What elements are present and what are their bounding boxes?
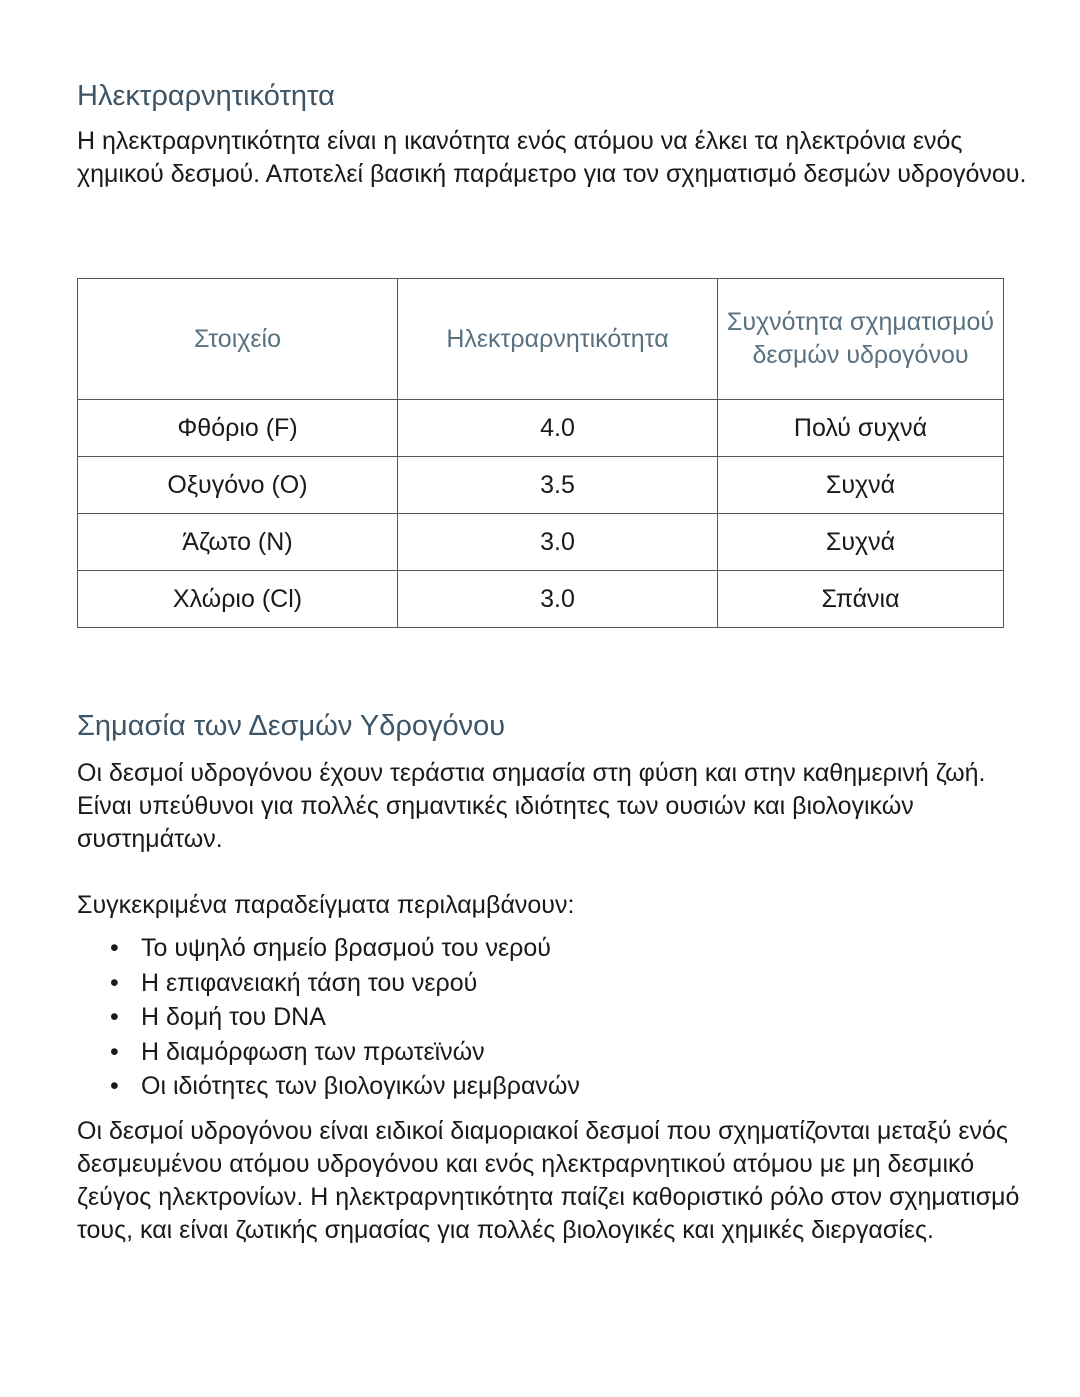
cell-electronegativity: 4.0 bbox=[398, 400, 718, 457]
list-item bbox=[110, 1035, 580, 1070]
table-row bbox=[78, 400, 1004, 457]
table-row bbox=[78, 457, 1004, 514]
cell-electronegativity: 3.0 bbox=[398, 514, 718, 571]
cell-element: Χλώριο (Cl) bbox=[78, 571, 398, 628]
list-item-text: Το υψηλό σημείο βρασμού του νερού bbox=[141, 934, 551, 962]
list-item bbox=[110, 1000, 580, 1035]
section-title-hydrogen-bonds: Σημασία των Δεσμών Υδρογόνου bbox=[77, 710, 506, 742]
importance-paragraph: Οι δεσμοί υδρογόνου έχουν τεράστια σημασία στη φύση και στην καθημερινή ζωή. Είναι υπεύθυνοι για πολλές σημαντικές ιδιότητες των ουσιών και βιολογικών συστημάτων. bbox=[77, 759, 986, 853]
bullet-icon: • bbox=[110, 1072, 119, 1100]
bullet-icon: • bbox=[110, 968, 119, 997]
header-frequency: Συχνότητα σχηματισμού δεσμών υδρογόνου bbox=[718, 279, 1004, 400]
list-item bbox=[110, 1069, 580, 1104]
cell-electronegativity: 3.0 bbox=[398, 571, 718, 628]
header-element: Στοιχείο bbox=[78, 279, 398, 400]
bullet-icon: • bbox=[110, 934, 119, 962]
table-row bbox=[78, 571, 1004, 628]
examples-intro: Συγκεκριμένα παραδείγματα περιλαμβάνουν: bbox=[77, 891, 575, 919]
cell-element: Οξυγόνο (O) bbox=[78, 457, 398, 514]
electronegativity-table bbox=[77, 278, 1004, 628]
cell-frequency: Συχνά bbox=[718, 457, 1004, 514]
list-item-text: Η δομή του DNA bbox=[141, 1003, 326, 1031]
section-title-electronegativity: Ηλεκτραρνητικότητα bbox=[77, 80, 335, 112]
cell-frequency: Πολύ συχνά bbox=[718, 400, 1004, 457]
bullet-icon: • bbox=[110, 1037, 119, 1066]
cell-element: Άζωτο (N) bbox=[78, 514, 398, 571]
header-electronegativity: Ηλεκτραρνητικότητα bbox=[398, 279, 718, 400]
list-item-text: Η επιφανειακή τάση του νερού bbox=[141, 968, 478, 997]
cell-frequency: Συχνά bbox=[718, 514, 1004, 571]
list-item-text: Η διαμόρφωση των πρωτεϊνών bbox=[141, 1037, 485, 1066]
list-item-text: Οι ιδιότητες των βιολογικών μεμβρανών bbox=[141, 1072, 580, 1100]
cell-electronegativity: 3.5 bbox=[398, 457, 718, 514]
cell-element: Φθόριο (F) bbox=[78, 400, 398, 457]
table-row bbox=[78, 514, 1004, 571]
bullet-icon: • bbox=[110, 1003, 119, 1031]
list-item bbox=[110, 966, 580, 1001]
cell-frequency: Σπάνια bbox=[718, 571, 1004, 628]
examples-list bbox=[110, 931, 580, 1104]
list-item bbox=[110, 931, 580, 966]
electronegativity-paragraph: Η ηλεκτραρνητικότητα είναι η ικανότητα ενός ατόμου να έλκει τα ηλεκτρόνια ενός χημικού δεσμού. Αποτελεί βασική παράμετρο για τον σχηματισμό δεσμών υδρογόνου. bbox=[77, 127, 1027, 188]
table-header-row bbox=[78, 279, 1004, 400]
definition-paragraph: Οι δεσμοί υδρογόνου είναι ειδικοί διαμοριακοί δεσμοί που σχηματίζονται μεταξύ ενός δεσμευμένου ατόμου υδρογόνου και ενός ηλεκτραρνητικού ατόμου με μη δεσμικό ζεύγος ηλεκτρονίων. Η ηλεκτραρνητικότητα παίζει καθοριστικό ρόλο στον σχηματισμό τους, και είναι ζωτικής σημασίας για πολλές βιολογικές και χημικές διεργασίες. bbox=[77, 1117, 1020, 1244]
